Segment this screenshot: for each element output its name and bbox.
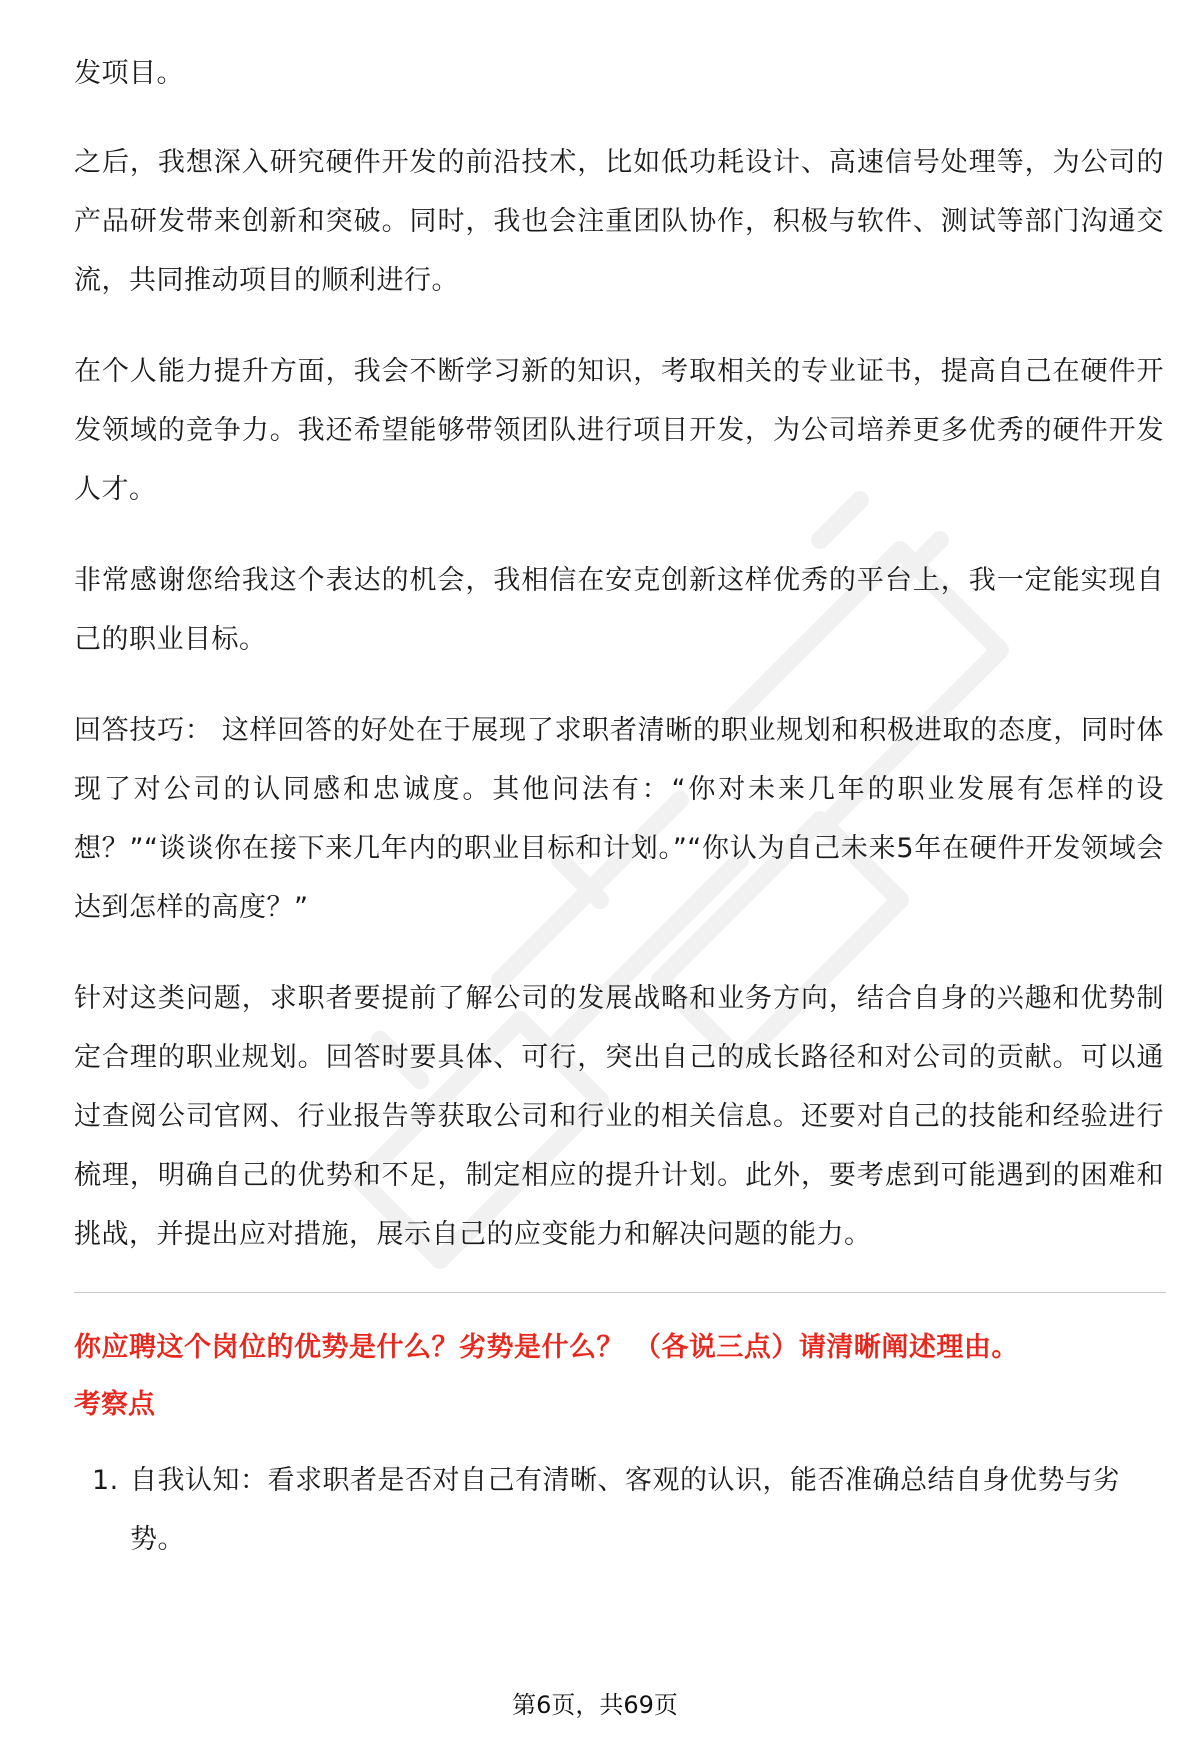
paragraph-ability: 在个人能力提升方面，我会不断学习新的知识，考取相关的专业证书，提高自己在硬件开发领域的竞争力。我还希望能够带领团队进行项目开发，为公司培养更多优秀的硬件开发人才。 bbox=[74, 356, 1164, 505]
list-item bbox=[74, 1451, 1164, 1569]
paragraph-continuation: 发项目。 bbox=[74, 58, 184, 89]
question-subheading: 考察点 bbox=[74, 1389, 155, 1420]
section-divider bbox=[74, 1292, 1166, 1293]
page-footer: 第6页，共69页 bbox=[512, 1691, 678, 1719]
paragraph-thanks: 非常感谢您给我这个表达的机会，我相信在安克创新这样优秀的平台上，我一定能实现自己的职业目标。 bbox=[74, 565, 1164, 655]
list-item-text: 自我认知：看求职者是否对自己有清晰、客观的认识，能否准确总结自身优势与劣势。 bbox=[130, 1465, 1120, 1555]
paragraph-tech-goal: 之后，我想深入研究硬件开发的前沿技术，比如低功耗设计、高速信号处理等，为公司的产品研发带来创新和突破。同时，我也会注重团队协作，积极与软件、测试等部门沟通交流，共同推动项目的顺利进行。 bbox=[74, 147, 1164, 296]
list-item-number: 1. bbox=[92, 1465, 119, 1496]
paragraph-answer-tips: 回答技巧： 这样回答的好处在于展现了求职者清晰的职业规划和积极进取的态度，同时体现了对公司的认同感和忠诚度。其他问法有：“你对未来几年的职业发展有怎样的设想？”“谈谈你在接下来几年内的职业目标和计划。”“你认为自己未来5年在硬件开发领域会达到怎样的高度？” bbox=[74, 715, 1164, 923]
question-title: 你应聘这个岗位的优势是什么？劣势是什么？ （各说三点）请清晰阐述理由。 bbox=[74, 1332, 1019, 1363]
paragraph-advice: 针对这类问题，求职者要提前了解公司的发展战略和业务方向，结合自身的兴趣和优势制定合理的职业规划。回答时要具体、可行，突出自己的成长路径和对公司的贡献。可以通过查阅公司官网、行业报告等获取公司和行业的相关信息。还要对自己的技能和经验进行梳理，明确自己的优势和不足，制定相应的提升计划。此外，要考虑到可能遇到的困难和挑战，并提出应对措施，展示自己的应变能力和解决问题的能力。 bbox=[74, 983, 1164, 1250]
content bbox=[74, 44, 1164, 1569]
assessment-points-list bbox=[74, 1451, 1164, 1569]
